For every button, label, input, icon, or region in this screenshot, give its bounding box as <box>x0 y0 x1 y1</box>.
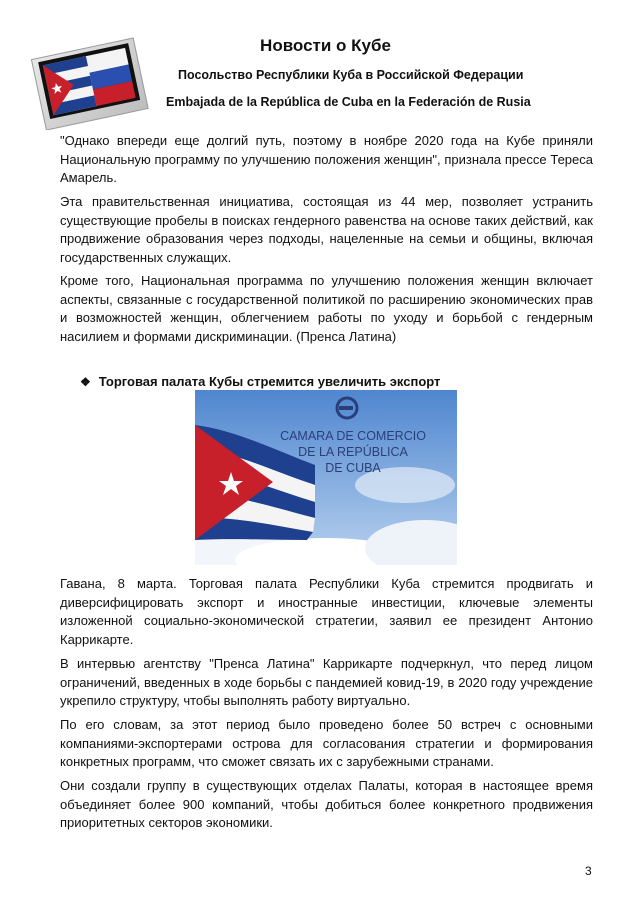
page-number: 3 <box>585 864 592 878</box>
banner-caption-line-1: CAMARA DE COMERCIO <box>280 429 426 443</box>
chamber-of-commerce-banner <box>195 390 457 565</box>
banner-caption-line-2: DE LA REPÚBLICA <box>298 445 408 459</box>
article1-paragraph-2: Эта правительственная инициатива, состоящая из 44 мер, позволяет устранить существующие пробелы в поисках гендерного равенства на основе таких действий, как продвижение образования через подходы, нацеленные на семьи и общины, включая государственных служащих. <box>60 194 593 265</box>
banner-caption-line-3: DE CUBA <box>325 461 381 475</box>
embassy-name-ru: Посольство Республики Куба в Российской Федерации <box>178 68 524 82</box>
diamond-bullet-icon: ❖ <box>80 374 91 389</box>
article2-paragraph-1: Гавана, 8 марта. Торговая палата Республики Куба стремится продвигать и диверсифицировать экспорт и иностранные инвестиции, ключевые элементы изложенной социально-экономической стратегии, заявил ее президент Антонио Каррикарте. <box>60 576 593 647</box>
article2-paragraph-4: Они создали группу в существующих отделах Палаты, которая в настоящее время объединяет более 900 компаний, чтобы добиться более конкретного продвижения приоритетных секторов экономики. <box>60 778 593 830</box>
article2-heading-text: Торговая палата Кубы стремится увеличить экспорт <box>98 374 441 389</box>
article1-paragraph-1: "Однако впереди еще долгий путь, поэтому в ноябре 2020 года на Кубе приняли Национальную программу по улучшению положения женщин", признала прессе Тереса Амарель. <box>60 133 593 185</box>
article2-paragraph-2: В интервью агентству "Пренса Латина" Каррикарте подчеркнул, что перед лицом ограничений, введенных в ходе борьбы с пандемией ковид-19, в 2020 году учреждение укрепило структуру, чтобы выполнять работу виртуально. <box>60 656 593 708</box>
article2-paragraph-3: По его словам, за этот период было проведено более 50 встреч с основными компаниями-экспортерами острова для согласования стратегии и формирования конкретных программ, что сможет связать их с зарубежными странами. <box>60 717 593 769</box>
page-title: Новости о Кубе <box>260 36 391 55</box>
embassy-name-es: Embajada de la República de Cuba en la Federación de Rusia <box>166 95 531 109</box>
article1-paragraph-3: Кроме того, Национальная программа по улучшению положения женщин включает аспекты, связанные с государственной политикой по расширению экономических прав и возможностей женщин, облегчением работы по уходу и борьбой с гендерным насилием и формами дискриминации. (Пренса Латина) <box>60 273 593 344</box>
article2-heading <box>80 374 440 389</box>
